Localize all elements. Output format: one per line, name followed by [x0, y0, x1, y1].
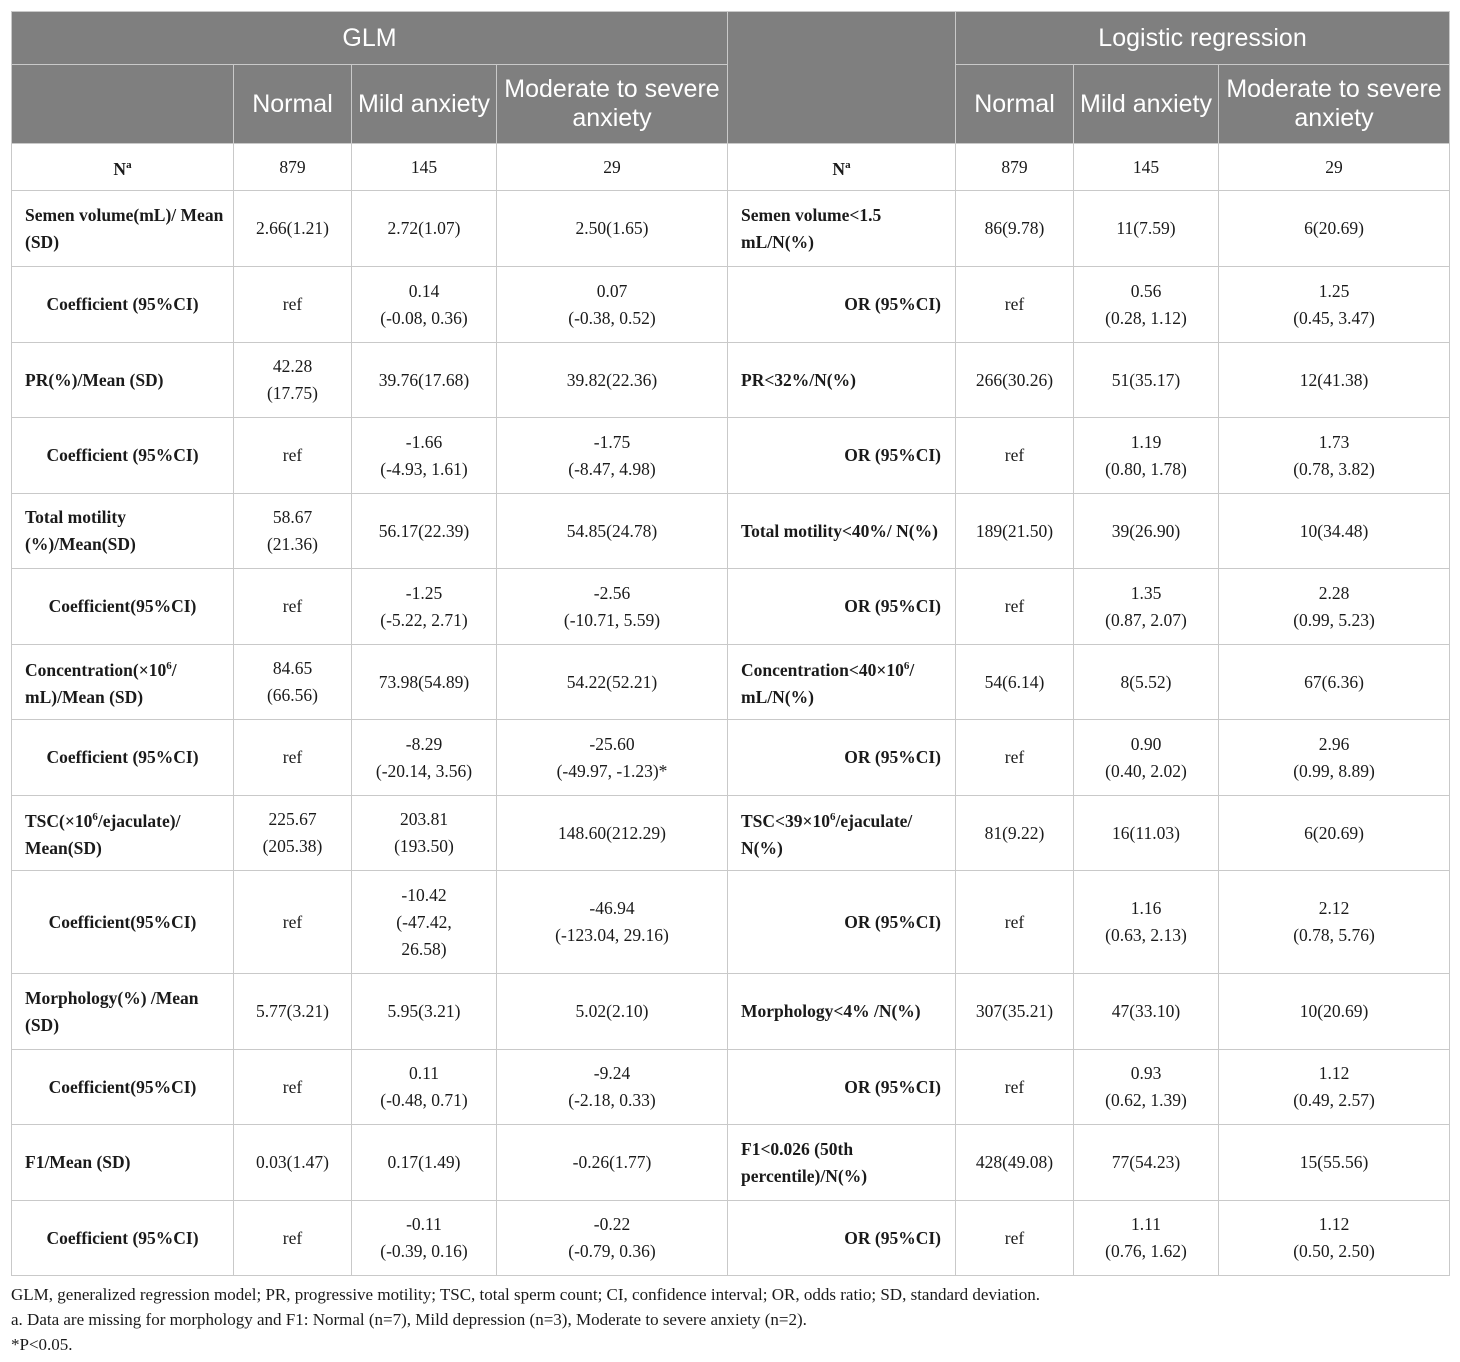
glm-row-label: PR(%)/Mean (SD) — [12, 343, 234, 418]
lr-value-cell: 307(35.21) — [956, 974, 1074, 1050]
glm-value-cell: ref — [234, 871, 352, 974]
glm-value-cell: 0.17(1.49) — [352, 1125, 497, 1201]
lr-value-cell: 2.28 (0.99, 5.23) — [1219, 569, 1450, 645]
lr-value-cell: ref — [956, 1201, 1074, 1276]
glm-col-mild: Mild anxiety — [352, 65, 497, 144]
footnote-abbreviations: GLM, generalized regression model; PR, progressive motility; TSC, total sperm count; CI, confidence interval; OR, odds ratio; SD, standard deviation. — [11, 1285, 1040, 1304]
glm-value-cell: 29 — [497, 144, 728, 191]
glm-row-label: Semen volume(mL)/ Mean (SD) — [12, 191, 234, 267]
lr-row-label: OR (95%CI) — [728, 418, 956, 494]
lr-value-cell: 1.12 (0.50, 2.50) — [1219, 1201, 1450, 1276]
footnote-missing-data: a. Data are missing for morphology and F1: Normal (n=7), Mild depression (n=3), Moderate to severe anxiety (n=2). — [11, 1310, 807, 1329]
lr-value-cell: ref — [956, 267, 1074, 343]
glm-value-cell: 58.67 (21.36) — [234, 494, 352, 569]
lr-row-label: OR (95%CI) — [728, 1201, 956, 1276]
table-row — [12, 1050, 1450, 1125]
glm-col-normal: Normal — [234, 65, 352, 144]
table-body — [12, 144, 1450, 1276]
glm-label-header — [12, 65, 234, 144]
lr-value-cell: 2.96 (0.99, 8.89) — [1219, 720, 1450, 796]
glm-value-cell: 145 — [352, 144, 497, 191]
lr-value-cell: ref — [956, 871, 1074, 974]
lr-title: Logistic regression — [956, 12, 1450, 65]
glm-value-cell: -46.94 (-123.04, 29.16) — [497, 871, 728, 974]
table-row — [12, 1201, 1450, 1276]
table-row — [12, 645, 1450, 720]
lr-value-cell: 0.93 (0.62, 1.39) — [1074, 1050, 1219, 1125]
lr-value-cell: 145 — [1074, 144, 1219, 191]
glm-value-cell: -10.42 (-47.42, 26.58) — [352, 871, 497, 974]
glm-value-cell: 54.85(24.78) — [497, 494, 728, 569]
glm-value-cell: ref — [234, 569, 352, 645]
glm-row-label: Coefficient(95%CI) — [12, 871, 234, 974]
glm-value-cell: -0.22 (-0.79, 0.36) — [497, 1201, 728, 1276]
table-row — [12, 418, 1450, 494]
glm-value-cell: -8.29 (-20.14, 3.56) — [352, 720, 497, 796]
lr-col-normal: Normal — [956, 65, 1074, 144]
glm-value-cell: 148.60(212.29) — [497, 796, 728, 871]
glm-value-cell: 39.82(22.36) — [497, 343, 728, 418]
lr-value-cell: 8(5.52) — [1074, 645, 1219, 720]
glm-value-cell: ref — [234, 1050, 352, 1125]
glm-value-cell: 2.66(1.21) — [234, 191, 352, 267]
table-row — [12, 871, 1450, 974]
lr-value-cell: 81(9.22) — [956, 796, 1074, 871]
glm-value-cell: -1.25 (-5.22, 2.71) — [352, 569, 497, 645]
glm-row-label: Coefficient (95%CI) — [12, 418, 234, 494]
lr-value-cell: 1.16 (0.63, 2.13) — [1074, 871, 1219, 974]
lr-value-cell: 47(33.10) — [1074, 974, 1219, 1050]
table-row — [12, 343, 1450, 418]
lr-value-cell: 29 — [1219, 144, 1450, 191]
glm-row-label: Coefficient(95%CI) — [12, 569, 234, 645]
lr-value-cell: ref — [956, 569, 1074, 645]
lr-value-cell: 51(35.17) — [1074, 343, 1219, 418]
lr-row-label: $Concentration<40\times 10^6/$ mL/N(%) — [728, 645, 956, 720]
glm-col-moderate: Moderate to severe anxiety — [497, 65, 728, 144]
glm-row-label: Morphology(%) /Mean (SD) — [12, 974, 234, 1050]
footnote-significance: *P<0.05. — [11, 1335, 73, 1354]
lr-value-cell: 54(6.14) — [956, 645, 1074, 720]
lr-value-cell: 10(20.69) — [1219, 974, 1450, 1050]
lr-row-label: Total motility<40%/ N(%) — [728, 494, 956, 569]
lr-value-cell: 6(20.69) — [1219, 191, 1450, 267]
lr-label-header — [728, 12, 956, 144]
lr-value-cell: 1.73 (0.78, 3.82) — [1219, 418, 1450, 494]
lr-value-cell: 86(9.78) — [956, 191, 1074, 267]
table-container — [11, 11, 1449, 1357]
glm-value-cell: ref — [234, 267, 352, 343]
glm-value-cell: 54.22(52.21) — [497, 645, 728, 720]
lr-value-cell: 266(30.26) — [956, 343, 1074, 418]
glm-value-cell: -25.60 (-49.97, -1.23)* — [497, 720, 728, 796]
glm-value-cell: 5.95(3.21) — [352, 974, 497, 1050]
lr-value-cell: 11(7.59) — [1074, 191, 1219, 267]
glm-value-cell: 0.11 (-0.48, 0.71) — [352, 1050, 497, 1125]
lr-value-cell: 189(21.50) — [956, 494, 1074, 569]
lr-value-cell: ref — [956, 1050, 1074, 1125]
glm-row-label: $N^a$ — [12, 144, 234, 191]
table-row — [12, 1125, 1450, 1201]
lr-row-label: $TSC<39\times 10^6/ejaculate/$ N(%) — [728, 796, 956, 871]
glm-value-cell: -1.66 (-4.93, 1.61) — [352, 418, 497, 494]
lr-value-cell: 16(11.03) — [1074, 796, 1219, 871]
lr-value-cell: 1.35 (0.87, 2.07) — [1074, 569, 1219, 645]
glm-value-cell: 84.65 (66.56) — [234, 645, 352, 720]
glm-value-cell: 0.14 (-0.08, 0.36) — [352, 267, 497, 343]
glm-value-cell: 42.28 (17.75) — [234, 343, 352, 418]
glm-row-label: Coefficient (95%CI) — [12, 720, 234, 796]
lr-value-cell: 0.56 (0.28, 1.12) — [1074, 267, 1219, 343]
lr-value-cell: 428(49.08) — [956, 1125, 1074, 1201]
glm-value-cell: 0.03(1.47) — [234, 1125, 352, 1201]
lr-row-label: PR<32%/N(%) — [728, 343, 956, 418]
lr-value-cell: 77(54.23) — [1074, 1125, 1219, 1201]
lr-value-cell: 879 — [956, 144, 1074, 191]
lr-row-label: OR (95%CI) — [728, 720, 956, 796]
lr-row-label: $N^a$ — [728, 144, 956, 191]
lr-row-label: OR (95%CI) — [728, 267, 956, 343]
lr-row-label: F1<0.026 (50th percentile)/N(%) — [728, 1125, 956, 1201]
lr-value-cell: 15(55.56) — [1219, 1125, 1450, 1201]
lr-value-cell: 39(26.90) — [1074, 494, 1219, 569]
lr-value-cell: 12(41.38) — [1219, 343, 1450, 418]
glm-value-cell: -0.11 (-0.39, 0.16) — [352, 1201, 497, 1276]
glm-value-cell: 879 — [234, 144, 352, 191]
glm-value-cell: ref — [234, 418, 352, 494]
table-row — [12, 796, 1450, 871]
lr-value-cell: ref — [956, 418, 1074, 494]
lr-row-label: OR (95%CI) — [728, 569, 956, 645]
glm-value-cell: 5.77(3.21) — [234, 974, 352, 1050]
glm-row-label: Total motility (%)/Mean(SD) — [12, 494, 234, 569]
lr-row-label: Morphology<4% /N(%) — [728, 974, 956, 1050]
glm-value-cell: 56.17(22.39) — [352, 494, 497, 569]
table-row — [12, 144, 1450, 191]
glm-title: GLM — [12, 12, 728, 65]
table-row — [12, 494, 1450, 569]
glm-value-cell: -0.26(1.77) — [497, 1125, 728, 1201]
glm-row-label: F1/Mean (SD) — [12, 1125, 234, 1201]
glm-value-cell: ref — [234, 720, 352, 796]
lr-value-cell: 1.25 (0.45, 3.47) — [1219, 267, 1450, 343]
glm-value-cell: 225.67 (205.38) — [234, 796, 352, 871]
glm-value-cell: -2.56 (-10.71, 5.59) — [497, 569, 728, 645]
table-row — [12, 720, 1450, 796]
lr-value-cell: ref — [956, 720, 1074, 796]
glm-value-cell: 203.81 (193.50) — [352, 796, 497, 871]
table-row — [12, 974, 1450, 1050]
lr-value-cell: 0.90 (0.40, 2.02) — [1074, 720, 1219, 796]
glm-row-label: $TSC(\times 10^6/ejaculate)/$ Mean(SD) — [12, 796, 234, 871]
lr-value-cell: 2.12 (0.78, 5.76) — [1219, 871, 1450, 974]
glm-value-cell: -1.75 (-8.47, 4.98) — [497, 418, 728, 494]
table-row — [12, 267, 1450, 343]
lr-col-mild: Mild anxiety — [1074, 65, 1219, 144]
glm-value-cell: 0.07 (-0.38, 0.52) — [497, 267, 728, 343]
glm-value-cell: 5.02(2.10) — [497, 974, 728, 1050]
glm-value-cell: 2.50(1.65) — [497, 191, 728, 267]
lr-value-cell: 1.19 (0.80, 1.78) — [1074, 418, 1219, 494]
table-row — [12, 191, 1450, 267]
glm-row-label: Coefficient (95%CI) — [12, 267, 234, 343]
glm-row-label: Coefficient(95%CI) — [12, 1050, 234, 1125]
lr-col-moderate: Moderate to severe anxiety — [1219, 65, 1450, 144]
table-row — [12, 569, 1450, 645]
header-row-1 — [12, 12, 1450, 65]
lr-row-label: Semen volume<1.5 mL/N(%) — [728, 191, 956, 267]
glm-value-cell: 73.98(54.89) — [352, 645, 497, 720]
lr-value-cell: 1.11 (0.76, 1.62) — [1074, 1201, 1219, 1276]
glm-value-cell: ref — [234, 1201, 352, 1276]
lr-value-cell: 6(20.69) — [1219, 796, 1450, 871]
glm-value-cell: 39.76(17.68) — [352, 343, 497, 418]
glm-row-label: $Concentration(\times 10^6/$ mL)/Mean (SD) — [12, 645, 234, 720]
lr-row-label: OR (95%CI) — [728, 871, 956, 974]
glm-value-cell: 2.72(1.07) — [352, 191, 497, 267]
glm-value-cell: -9.24 (-2.18, 0.33) — [497, 1050, 728, 1125]
glm-row-label: Coefficient (95%CI) — [12, 1201, 234, 1276]
lr-row-label: OR (95%CI) — [728, 1050, 956, 1125]
lr-value-cell: 67(6.36) — [1219, 645, 1450, 720]
lr-value-cell: 10(34.48) — [1219, 494, 1450, 569]
results-table — [11, 11, 1450, 1276]
footnotes — [11, 1282, 1449, 1357]
lr-value-cell: 1.12 (0.49, 2.57) — [1219, 1050, 1450, 1125]
